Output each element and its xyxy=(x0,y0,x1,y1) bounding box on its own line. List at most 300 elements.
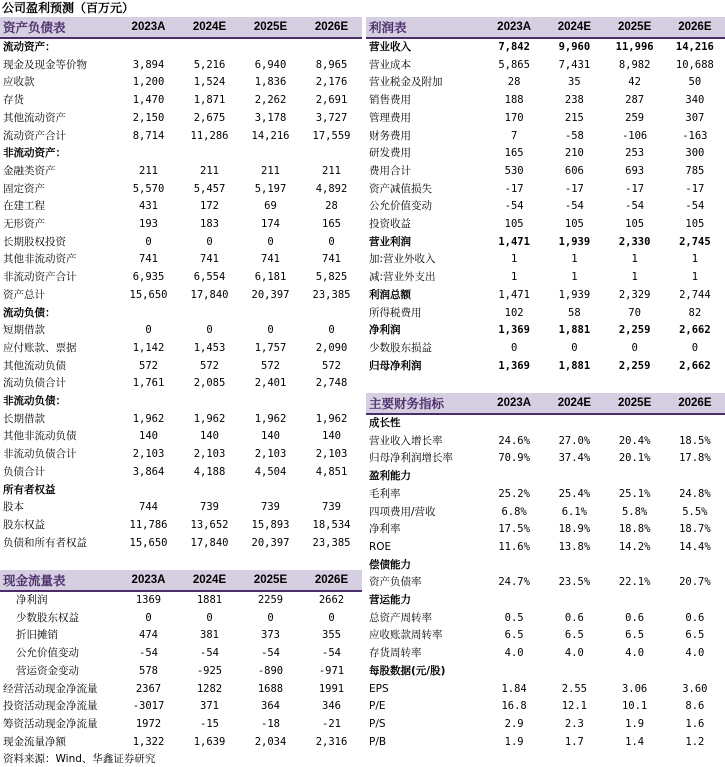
cell-value: 24.8% xyxy=(679,487,711,500)
cell-value: 1,939 xyxy=(558,235,591,248)
table-row xyxy=(0,269,362,287)
table-row xyxy=(366,198,725,216)
cell-value: 1,639 xyxy=(193,735,226,748)
table-row xyxy=(0,499,362,517)
cell-value: 2,691 xyxy=(315,94,348,107)
row-label: 非流动资产合计 xyxy=(3,271,77,284)
table-row xyxy=(0,535,362,553)
cell-value: 2,316 xyxy=(315,735,348,748)
cell-value: 572 xyxy=(261,359,280,372)
cell-value: 5,216 xyxy=(193,58,226,71)
cell-value: 287 xyxy=(625,94,645,107)
table-row xyxy=(0,340,362,358)
cell-value: 2,662 xyxy=(679,359,711,372)
row-label: 其他流动资产 xyxy=(3,111,66,124)
row-label: 流动负债： xyxy=(3,306,56,319)
cell-value xyxy=(240,393,301,411)
row-label: 净利润 xyxy=(369,324,401,337)
cell-value: 3,864 xyxy=(132,465,165,478)
cell-value: 572 xyxy=(200,359,219,372)
cell-value xyxy=(118,145,179,163)
cell-value: 2259 xyxy=(257,594,284,606)
cell-value: 5,457 xyxy=(193,182,226,195)
table-row xyxy=(366,574,725,592)
cell-value: 1,471 xyxy=(498,235,530,248)
cell-value xyxy=(118,38,179,57)
cell-value: 2,330 xyxy=(618,235,651,248)
year-header: 2023A xyxy=(484,393,544,414)
cell-value: -106 xyxy=(621,129,648,142)
cell-value: 211 xyxy=(322,164,341,177)
cell-value: 8,714 xyxy=(132,129,165,142)
cell-value: 4,188 xyxy=(193,465,226,478)
cell-value: 20,397 xyxy=(251,288,290,301)
cell-value: 355 xyxy=(322,629,341,642)
cell-value: 1 xyxy=(510,271,518,284)
cell-value: 183 xyxy=(200,218,219,231)
table-row xyxy=(366,716,725,734)
cell-value: 23,385 xyxy=(312,536,351,549)
cell-value: 215 xyxy=(564,111,584,124)
cell-value: 17.5% xyxy=(498,523,530,536)
cell-value xyxy=(605,468,665,486)
table-row xyxy=(0,92,362,110)
cell-value: 2662 xyxy=(318,594,345,606)
row-label: 净利率 xyxy=(369,523,401,536)
cell-value: 27.0% xyxy=(558,434,591,447)
cell-value: 1282 xyxy=(196,682,223,695)
cell-value: 1.7 xyxy=(564,735,584,748)
row-label: 负债和所有者权益 xyxy=(3,536,87,549)
cell-value: 211 xyxy=(200,164,219,177)
cell-value: 340 xyxy=(685,94,705,107)
row-label: 流动负债合计 xyxy=(3,377,66,390)
cell-value: 741 xyxy=(322,253,341,266)
cell-value: 5,197 xyxy=(254,182,287,195)
cell-value: 1,200 xyxy=(132,76,165,89)
table-row xyxy=(0,411,362,429)
table-row xyxy=(0,74,362,92)
cell-value: 211 xyxy=(139,164,158,177)
cell-value: 58 xyxy=(568,306,581,319)
cell-value: 6.5 xyxy=(685,629,705,642)
source-note: 资料来源：Wind、华鑫证券研究 xyxy=(3,753,156,765)
cell-value: 2,103 xyxy=(132,448,165,461)
cell-value: 105 xyxy=(685,218,705,231)
row-label: 财务费用 xyxy=(369,129,411,142)
cell-value: 11,996 xyxy=(615,41,654,53)
income-statement-table xyxy=(366,17,725,375)
cell-value: 4.0 xyxy=(504,647,524,660)
cell-value: 238 xyxy=(564,94,584,107)
balance-sheet-table xyxy=(0,17,362,552)
header-row xyxy=(0,570,362,591)
cell-value: 785 xyxy=(685,164,705,177)
cell-value xyxy=(240,145,301,163)
row-label: 毛利率 xyxy=(369,487,401,500)
table-heading: 资产负债表 xyxy=(0,17,118,38)
row-label: 其他流动负债 xyxy=(3,359,66,372)
cell-value: 7,431 xyxy=(558,58,591,71)
cell-value xyxy=(301,305,362,323)
cell-value: 0 xyxy=(145,235,152,248)
cell-value: 1,369 xyxy=(498,359,530,372)
table-row xyxy=(0,681,362,699)
row-label: 存货周转率 xyxy=(369,647,422,660)
cell-value: -17 xyxy=(685,182,705,195)
cell-value xyxy=(484,468,544,486)
cell-value: 4.0 xyxy=(564,647,584,660)
cell-value: 6,940 xyxy=(254,58,287,71)
row-label: 流动资产： xyxy=(3,41,56,53)
cell-value: 0 xyxy=(510,341,518,354)
cell-value: 1 xyxy=(691,271,699,284)
row-label: 盈利能力 xyxy=(369,470,411,483)
cell-value: 572 xyxy=(322,359,341,372)
cell-value: 474 xyxy=(139,629,158,642)
row-label: 营业收入 xyxy=(369,41,411,53)
row-label: 无形资产 xyxy=(3,218,45,231)
cell-value: 1369 xyxy=(135,594,162,606)
cell-value: 140 xyxy=(139,430,158,443)
cell-value: 4,851 xyxy=(315,465,348,478)
table-row xyxy=(366,163,725,181)
cell-value xyxy=(118,393,179,411)
cell-value: 140 xyxy=(322,430,341,443)
table-row xyxy=(0,322,362,340)
year-header: 2025E xyxy=(240,17,301,38)
table-row xyxy=(366,92,725,110)
row-label: 所得税费用 xyxy=(369,306,422,319)
cell-value: 1,470 xyxy=(132,94,165,107)
cell-value: 1 xyxy=(631,253,638,266)
row-label: 每股数据(元/股) xyxy=(369,664,446,677)
table-row xyxy=(0,305,362,323)
cell-value: -54 xyxy=(685,200,705,213)
row-label: 归母净利润增长率 xyxy=(369,452,453,465)
cell-value: 6.8% xyxy=(501,505,527,518)
cell-value: -58 xyxy=(564,129,584,142)
table-row xyxy=(0,627,362,645)
cell-value: 4.0 xyxy=(685,647,705,660)
cell-value xyxy=(240,38,301,57)
cell-value: 346 xyxy=(322,700,341,713)
row-label: 总资产周转率 xyxy=(369,611,432,624)
cell-value: 42 xyxy=(628,76,641,89)
row-label: 现金流量净额 xyxy=(3,735,66,748)
year-header: 2025E xyxy=(605,393,665,414)
row-label: P/S xyxy=(369,717,386,730)
cell-value: 1 xyxy=(691,253,699,266)
cell-value: 70.9% xyxy=(498,452,530,465)
row-label: 公允价值变动 xyxy=(369,200,432,213)
cell-value xyxy=(240,482,301,500)
cell-value: 172 xyxy=(200,200,219,213)
cell-value: 693 xyxy=(625,164,645,177)
table-row xyxy=(0,57,362,75)
table-row xyxy=(0,181,362,199)
table-row xyxy=(0,645,362,663)
cell-value: 373 xyxy=(261,629,280,642)
cell-value: 14.4% xyxy=(679,540,711,553)
table-row xyxy=(0,428,362,446)
cell-value: 0 xyxy=(631,341,638,354)
cell-value: 20.1% xyxy=(618,452,651,465)
cell-value: 739 xyxy=(261,501,280,514)
cell-value: 2,103 xyxy=(193,448,226,461)
cell-value: 37.4% xyxy=(558,452,591,465)
cell-value: 20.7% xyxy=(679,576,711,589)
cell-value xyxy=(665,468,725,486)
cell-value: 3.60 xyxy=(682,682,708,695)
cell-value: 3.06 xyxy=(621,682,648,695)
cell-value: 2,262 xyxy=(254,94,287,107)
cell-value xyxy=(544,592,604,610)
cell-value: 1,881 xyxy=(558,359,591,372)
table-row xyxy=(0,716,362,734)
cell-value: 7,842 xyxy=(498,41,530,53)
row-label: ROE xyxy=(369,540,392,553)
cell-value: 15,650 xyxy=(129,288,168,301)
table-row xyxy=(0,234,362,252)
row-label: 应收款 xyxy=(3,76,35,89)
table-row xyxy=(0,482,362,500)
cell-value: 1.84 xyxy=(501,682,527,695)
row-label: 成长性 xyxy=(369,417,401,429)
cell-value: 1881 xyxy=(196,594,223,606)
row-label: 长期股权投资 xyxy=(3,235,66,248)
cell-value xyxy=(665,663,725,681)
table-row xyxy=(0,128,362,146)
row-label: 营业税金及附加 xyxy=(369,76,443,89)
header-row xyxy=(366,393,725,414)
cell-value: 1688 xyxy=(257,682,284,695)
cell-value xyxy=(484,557,544,575)
cell-value xyxy=(544,468,604,486)
cell-value: 4.0 xyxy=(625,647,645,660)
cell-value xyxy=(118,482,179,500)
ratios-grid xyxy=(366,393,725,751)
cell-value: 9,960 xyxy=(558,41,591,53)
cell-value: 2,745 xyxy=(679,235,711,248)
row-label: 偿债能力 xyxy=(369,558,411,571)
row-label: 投资收益 xyxy=(369,218,411,231)
row-label: 非流动负债合计 xyxy=(3,448,77,461)
cell-value: 10.1 xyxy=(621,700,648,713)
cell-value: 18,534 xyxy=(312,518,351,531)
cell-value: 8,982 xyxy=(618,58,651,71)
balance_sheet-grid xyxy=(0,17,362,552)
row-label: 资产总计 xyxy=(3,288,45,301)
table-row xyxy=(366,663,725,681)
table-row xyxy=(0,163,362,181)
cell-value: 2367 xyxy=(135,682,162,695)
row-label: 其他非流动资产 xyxy=(3,253,77,266)
header-row xyxy=(0,17,362,38)
table-row xyxy=(0,734,362,752)
cell-value: 4,892 xyxy=(315,182,348,195)
cell-value: 1,962 xyxy=(132,412,165,425)
cell-value: 1.9 xyxy=(504,735,524,748)
cell-value: 2.55 xyxy=(561,682,588,695)
row-label: 减:营业外支出 xyxy=(369,271,436,284)
cell-value: 739 xyxy=(322,501,341,514)
row-label: 负债合计 xyxy=(3,465,45,478)
cell-value: 165 xyxy=(504,147,524,160)
cell-value xyxy=(665,592,725,610)
table-row xyxy=(366,181,725,199)
cell-value: 140 xyxy=(261,430,280,443)
cell-value: 1,962 xyxy=(254,412,287,425)
cell-value: 2,090 xyxy=(315,341,348,354)
table-row xyxy=(366,592,725,610)
cell-value: 12.1 xyxy=(561,700,588,713)
cell-value: 371 xyxy=(200,700,219,713)
cell-value: 2.3 xyxy=(564,717,584,730)
cell-value: 11,786 xyxy=(129,518,168,531)
cell-value: 1,757 xyxy=(254,341,287,354)
table-row xyxy=(366,557,725,575)
cell-value: 17,840 xyxy=(190,288,229,301)
cell-value xyxy=(605,663,665,681)
cell-value: 0 xyxy=(206,235,213,248)
table-row xyxy=(0,393,362,411)
cell-value: -890 xyxy=(257,664,284,677)
row-label: 非流动负债： xyxy=(3,395,66,408)
cell-value: 193 xyxy=(139,218,158,231)
cell-value: 572 xyxy=(139,359,158,372)
cell-value: 20,397 xyxy=(251,536,290,549)
cell-value: 2,662 xyxy=(679,324,711,337)
cell-value: 431 xyxy=(139,200,158,213)
cell-value xyxy=(665,557,725,575)
cash-flow-table xyxy=(0,570,362,751)
cell-value: 105 xyxy=(564,218,584,231)
cell-value: 1.9 xyxy=(625,717,645,730)
year-header: 2023A xyxy=(484,17,544,38)
table-row xyxy=(366,433,725,451)
table-row xyxy=(0,287,362,305)
cell-value xyxy=(544,414,604,433)
cell-value: 15,650 xyxy=(129,536,168,549)
table-row xyxy=(366,305,725,323)
row-label: 其他非流动负债 xyxy=(3,430,77,443)
row-label: EPS xyxy=(369,682,389,695)
cell-value: 0 xyxy=(691,341,699,354)
row-label: 经营活动现金净流量 xyxy=(3,682,98,695)
year-header: 2026E xyxy=(301,570,362,591)
cell-value: 1,962 xyxy=(193,412,226,425)
cell-value: 364 xyxy=(261,700,280,713)
cell-value: 2,675 xyxy=(193,111,226,124)
cell-value: -54 xyxy=(564,200,584,213)
cell-value: 18.5% xyxy=(679,434,711,447)
cell-value: 1,836 xyxy=(254,76,287,89)
cell-value: 0.6 xyxy=(685,611,705,624)
cell-value: 2,329 xyxy=(618,288,651,301)
cell-value: 18.8% xyxy=(618,523,651,536)
cell-value: 2,744 xyxy=(679,288,711,301)
table-row xyxy=(0,663,362,681)
table-row xyxy=(366,698,725,716)
cell-value: 5.5% xyxy=(682,505,708,518)
cell-value: -54 xyxy=(322,647,341,660)
cell-value: 0.5 xyxy=(504,611,524,624)
cell-value: 13,652 xyxy=(190,518,229,531)
row-label: 投资活动现金净流量 xyxy=(3,700,98,713)
cell-value xyxy=(118,305,179,323)
cell-value: 165 xyxy=(322,218,341,231)
row-label: 营运能力 xyxy=(369,594,411,607)
table-row xyxy=(366,110,725,128)
cell-value xyxy=(179,305,240,323)
cell-value xyxy=(544,557,604,575)
cell-value: -163 xyxy=(682,129,708,142)
cell-value: 0 xyxy=(267,611,274,624)
cash_flow-grid xyxy=(0,570,362,751)
row-label: 少数股东损益 xyxy=(369,341,432,354)
cell-value: 0 xyxy=(206,324,213,337)
cell-value: -15 xyxy=(200,717,219,730)
row-label: 折旧摊销 xyxy=(16,629,58,642)
cell-value: 739 xyxy=(200,501,219,514)
cell-value: 3,894 xyxy=(132,58,165,71)
row-label: 费用合计 xyxy=(369,164,411,177)
cell-value xyxy=(665,414,725,433)
year-header: 2025E xyxy=(605,17,665,38)
cell-value: 16.8 xyxy=(501,700,527,713)
row-label: 四项费用/营收 xyxy=(369,505,436,518)
row-label: 加:营业外收入 xyxy=(369,253,436,266)
table-row xyxy=(0,198,362,216)
cell-value: 1,142 xyxy=(132,341,165,354)
cell-value: 6.1% xyxy=(561,505,588,518)
cell-value: 22.1% xyxy=(618,576,651,589)
cell-value: 578 xyxy=(139,664,158,677)
cell-value: 2,259 xyxy=(618,359,651,372)
cell-value: 25.2% xyxy=(498,487,530,500)
table-row xyxy=(366,287,725,305)
cell-value: 17,559 xyxy=(312,129,351,142)
table-row xyxy=(0,358,362,376)
table-row xyxy=(0,216,362,234)
cell-value: 1991 xyxy=(318,682,345,695)
row-label: 现金及现金等价物 xyxy=(3,58,87,71)
cell-value: 307 xyxy=(685,111,705,124)
row-label: P/E xyxy=(369,700,386,713)
cell-value: 6.5 xyxy=(564,629,584,642)
cell-value: 0 xyxy=(267,235,274,248)
cell-value: 102 xyxy=(504,306,524,319)
cell-value: 1,322 xyxy=(132,735,165,748)
row-label: 资产负债率 xyxy=(369,576,422,589)
row-label: 股东权益 xyxy=(3,518,45,531)
cell-value: 4,504 xyxy=(254,465,287,478)
cell-value: 0 xyxy=(571,341,578,354)
table-row xyxy=(366,539,725,557)
cell-value: -17 xyxy=(504,182,524,195)
cell-value xyxy=(301,38,362,57)
table-heading: 现金流量表 xyxy=(0,570,118,591)
cell-value: -925 xyxy=(196,664,223,677)
row-label: 筹资活动现金净流量 xyxy=(3,717,98,730)
row-label: 非流动资产： xyxy=(3,147,66,160)
cell-value xyxy=(484,414,544,433)
table-row xyxy=(366,145,725,163)
table-row xyxy=(0,610,362,628)
cell-value: 1,939 xyxy=(558,288,591,301)
cell-value: 11.6% xyxy=(498,540,530,553)
